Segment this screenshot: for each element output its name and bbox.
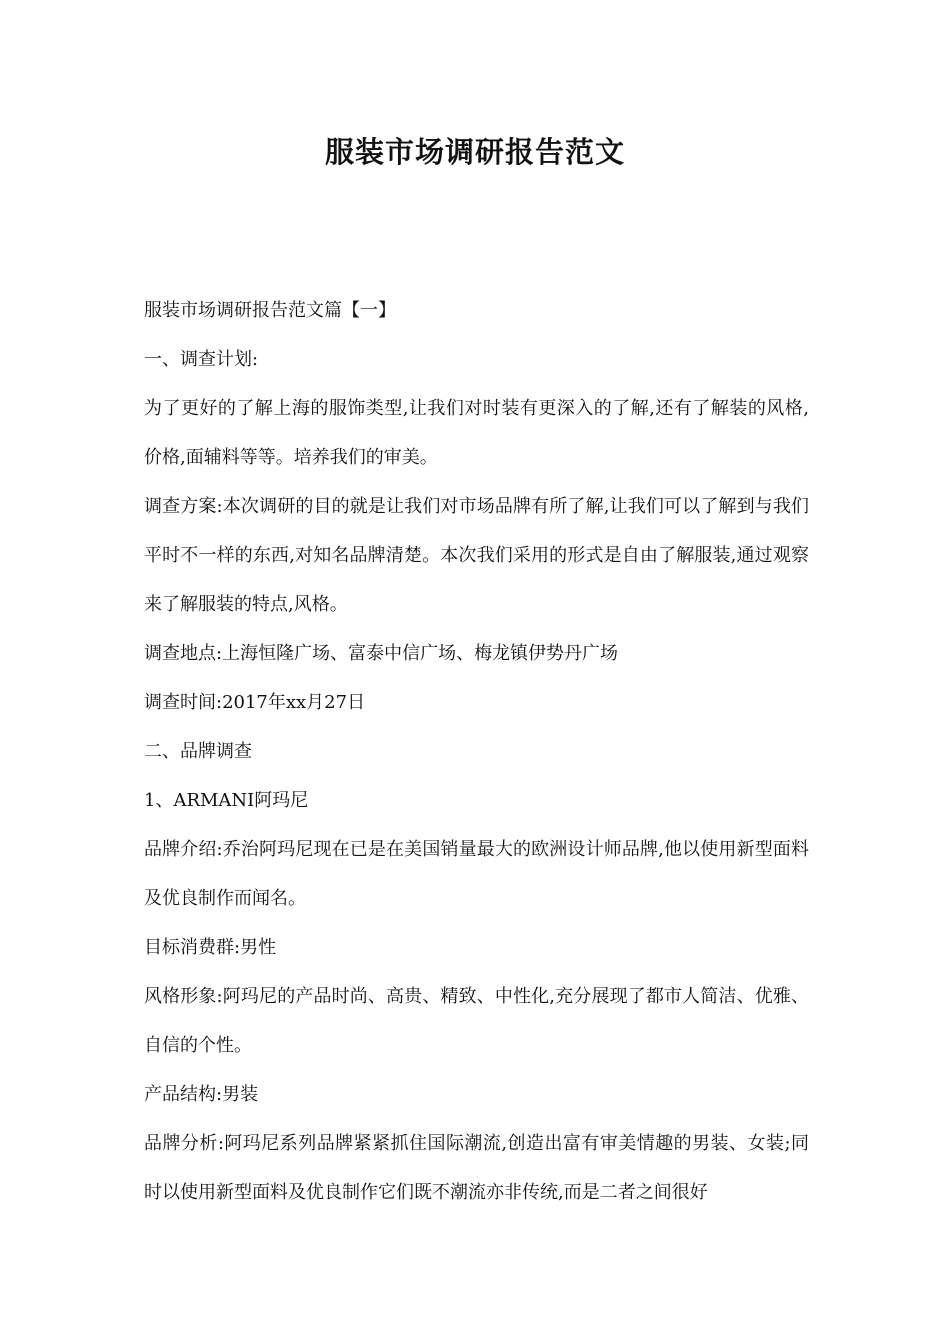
section-heading: 服装市场调研报告范文篇【一】 xyxy=(144,300,396,321)
document-body xyxy=(144,286,809,1217)
paragraph: 目标消费群:男性 xyxy=(144,937,277,958)
paragraph: 风格形象:阿玛尼的产品时尚、高贵、精致、中性化,充分展现了都市人简洁、优雅、自信的个性。 xyxy=(144,986,809,1056)
paragraph: 品牌分析:阿玛尼系列品牌紧紧抓住国际潮流,创造出富有审美情趣的男装、女装;同时以使用新型面料及优良制作它们既不潮流亦非传统,而是二者之间很好 xyxy=(144,1133,809,1203)
paragraph: 调查时间:2017年xx月27日 xyxy=(144,692,366,713)
paragraph: 调查方案:本次调研的目的就是让我们对市场品牌有所了解,让我们可以了解到与我们平时不一样的东西,对知名品牌清楚。本次我们采用的形式是自由了解服装,通过观察来了解服装的特点,风格。 xyxy=(144,496,809,615)
paragraph: 品牌介绍:乔治阿玛尼现在已是在美国销量最大的欧洲设计师品牌,他以使用新型面料及优良制作而闻名。 xyxy=(144,839,809,909)
paragraph: 调查地点:上海恒隆广场、富泰中信广场、梅龙镇伊势丹广场 xyxy=(144,643,619,664)
paragraph: 产品结构:男装 xyxy=(144,1084,259,1105)
subsection-heading: 二、品牌调查 xyxy=(144,741,252,762)
document-title: 服装市场调研报告范文 xyxy=(324,135,625,169)
paragraph: 为了更好的了解上海的服饰类型,让我们对时装有更深入的了解,还有了解装的风格,价格,面辅料等等。培养我们的审美。 xyxy=(144,398,809,468)
brand-heading: 1、ARMANI阿玛尼 xyxy=(144,790,309,811)
subsection-heading: 一、调查计划: xyxy=(144,349,259,370)
